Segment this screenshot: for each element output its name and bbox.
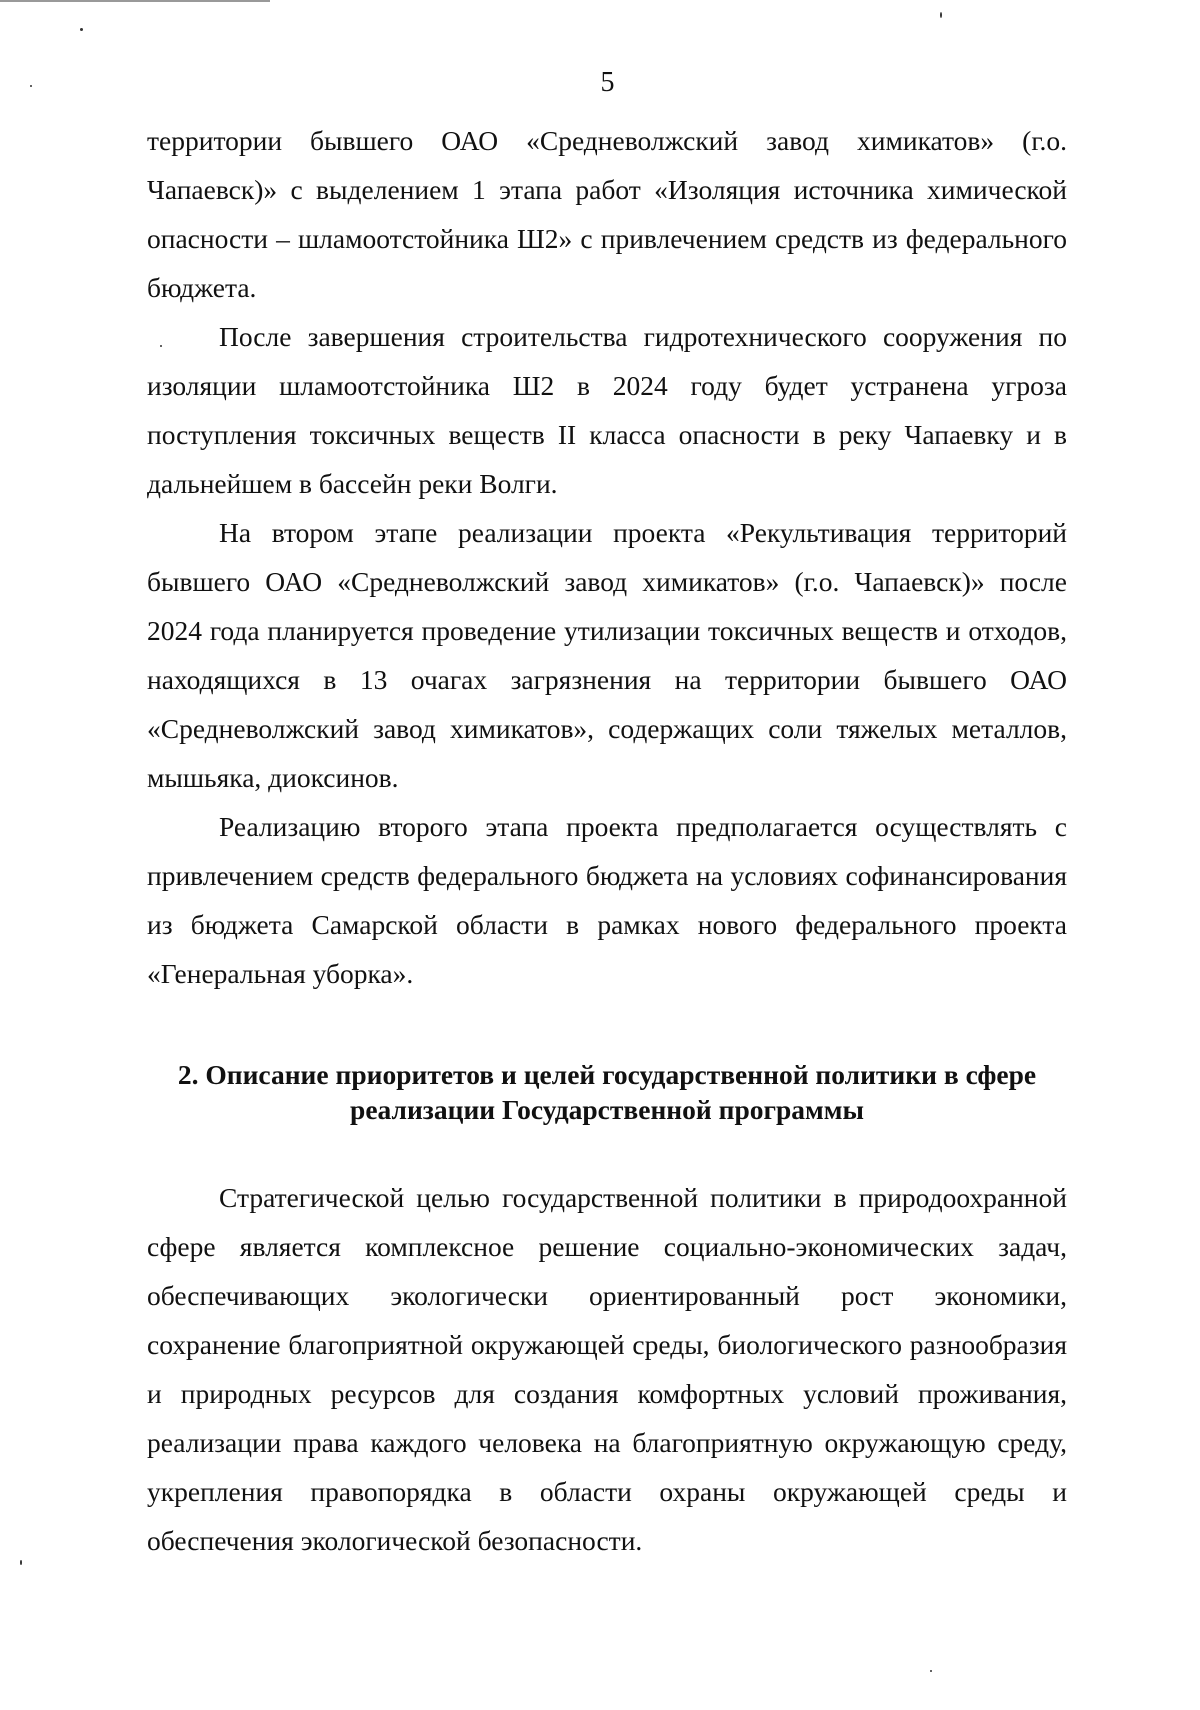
body-text-bottom	[147, 1173, 1067, 1565]
body-text-top	[147, 116, 1067, 998]
paragraph-continuation: территории бывшего ОАО «Средневолжский завод химикатов» (г.о. Чапаевск)» с выделением 1 этапа работ «Изоляция источника химической опасности – шламоотстойника Ш2» с привлечением средств из федерального бюджета.	[147, 125, 1067, 303]
scan-speck	[20, 1560, 22, 1565]
scan-speck	[80, 28, 83, 31]
section-heading	[147, 1057, 1067, 1127]
page-number: 5	[600, 67, 615, 98]
scan-speck	[940, 12, 942, 18]
paragraph-strategic-goal: Стратегической целью государственной политики в природоохранной сфере является комплексное решение социально-экономических задач, обеспечивающих экологически ориентированный рост экономики, сохранение благоприятной окружающей среды, биологического разнообразия и природных ресурсов для создания комфортных условий проживания, реализации права каждого человека на благоприятную окружающую среду, укрепления правопорядка в области охраны окружающей среды и обеспечения экологической безопасности.	[147, 1182, 1067, 1556]
section-heading-line1: 2. Описание приоритетов и целей государственной политики в сфере	[177, 1059, 1037, 1090]
paragraph-funding: Реализацию второго этапа проекта предполагается осуществлять с привлечением средств федерального бюджета на условиях софинансирования из бюджета Самарской области в рамках нового федерального проекта «Генеральная уборка».	[147, 811, 1067, 989]
scan-speck	[930, 1670, 932, 1672]
section-heading-line2: реализации Государственной программы	[350, 1094, 864, 1125]
paragraph-second-stage: На втором этапе реализации проекта «Рекультивация территорий бывшего ОАО «Средневолжский завод химикатов» (г.о. Чапаевск)» после 2024 года планируется проведение утилизации токсичных веществ и отходов, находящихся в 13 очагах загрязнения на территории бывшего ОАО «Средневолжский завод химикатов», содержащих соли тяжелых металлов, мышьяка, диоксинов.	[147, 517, 1067, 793]
paragraph-hydro-structure: После завершения строительства гидротехнического сооружения по изоляции шламоотстойника Ш2 в 2024 году будет устранена угроза поступления токсичных веществ II класса опасности в реку Чапаевку и в дальнейшем в бассейн реки Волги.	[147, 321, 1067, 499]
scan-edge-artifact	[0, 0, 270, 2]
